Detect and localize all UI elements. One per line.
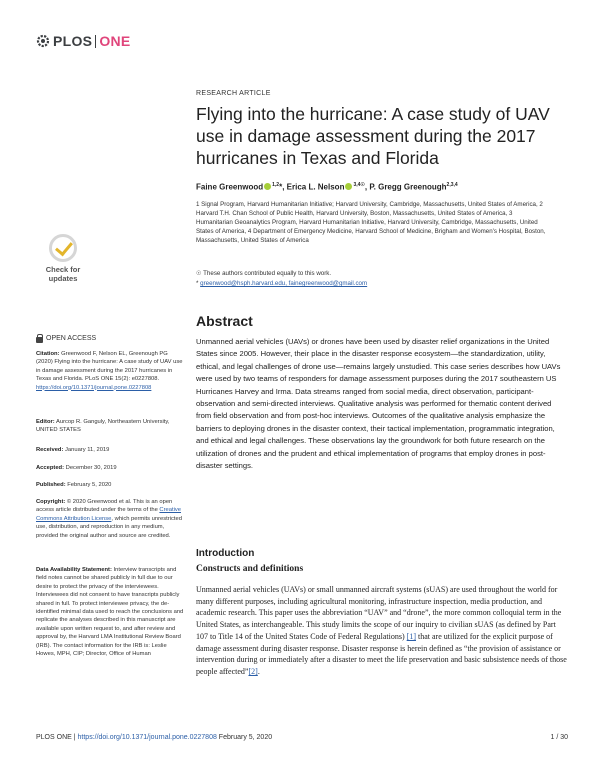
author-affil-sup: 3,4 <box>353 182 361 188</box>
received-date: Received: January 11, 2019 <box>36 447 110 453</box>
author-affil-sup: 1,2 <box>272 182 280 188</box>
equal-contrib-mark: ☉ <box>360 182 365 188</box>
orcid-icon[interactable] <box>264 183 271 190</box>
constructs-subheading: Constructs and definitions <box>196 564 304 574</box>
equal-contribution-note: ☉ These authors contributed equally to this work. <box>196 270 332 277</box>
author-name[interactable]: Erica L. Nelson <box>286 182 345 192</box>
reference-link[interactable]: [1] <box>406 631 416 641</box>
reference-link[interactable]: [2] <box>248 666 258 676</box>
introduction-text <box>196 584 568 678</box>
orcid-icon[interactable] <box>345 183 352 190</box>
open-lock-icon <box>36 334 43 343</box>
data-availability-block: Data Availability Statement: Interview transcripts and field notes cannot be shared publicly in full due to our desire to protect the privacy of the interviewees. Interviewees did not consent to have transcripts publicly shared in full. To protect interviewee privacy, the de-identified minimal data used to reach the conclusions and replicate the analyses described in this manuscript are available upon written request to, and after review and approval by, the Harvard LMA Institutional Review Board (IRB). The contact information for the IRB is: Leslie Howes, MPH, CIP; Director, Office of Human <box>36 567 184 658</box>
footer-doi-link[interactable]: https://doi.org/10.1371/journal.pone.0227808 <box>77 734 217 741</box>
corresponding-mark: * <box>279 182 283 192</box>
editor-block <box>36 418 186 435</box>
citation-text: Greenwood F, Nelson EL, Greenough PG (2020) Flying into the hurricane: A case study of UAV use in damage assessment during the 2017 hurricanes in Texas and Florida. PLoS ONE 15(2): e0227808. <box>36 351 183 383</box>
editor-label: Editor: <box>36 419 55 425</box>
intro-text-part: that are utilized for the explicit purpose of damage assessment during disaster response. Disaster response is herein defined as “the provision of assistance or intervention during or immediately after a disaster to meet the life preservation and basic subsistence needs of those people affected” <box>196 631 567 676</box>
footer-date: February 5, 2020 <box>216 734 273 741</box>
checkmark-icon <box>49 234 77 262</box>
published-date: Published: February 5, 2020 <box>36 482 112 488</box>
email-link[interactable]: greenwood@hsph.harvard.edu, fainegreenwood@gmail.com <box>200 280 368 287</box>
journal-logo[interactable] <box>36 33 131 49</box>
footer-journal: PLOS ONE <box>36 734 72 741</box>
logo-divider <box>95 35 96 48</box>
abstract-heading: Abstract <box>196 313 253 329</box>
affiliations: 1 Signal Program, Harvard Humanitarian Initiative; Harvard University, Cambridge, Massachusetts, United States of America, 2 Harvard T.H. Chan School of Public Health, Harvard University, Boston, Massachusetts, United States of America, 3 Humanitarian Geoanalytics Program, Harvard Humanitarian Initiative, Harvard University, Cambridge, Massachusetts, United States of America, 4 Department of Emergency Medicine, Harvard School of Medicine, Brigham and Women's Hospital, Boston, Massachusetts, United States of America <box>196 201 546 244</box>
page-number: 1 / 30 <box>550 734 568 741</box>
citation-block <box>36 350 186 392</box>
license-link[interactable]: Creative Commons Attribution License <box>36 507 181 522</box>
logo-plos-text: PLOS <box>53 33 93 49</box>
author-list: Faine Greenwood $^{1,2}$*, Erica L. Nelson $^{3,4☉}$, P. Gregg Greenough$^{2,3,4}$ <box>196 182 458 192</box>
intro-text-part: . <box>257 666 260 676</box>
author-name[interactable]: P. Gregg Greenough <box>369 182 447 192</box>
citation-label: Citation: <box>36 351 60 357</box>
copyright-block: Copyright: © 2020 Greenwood et al. This is an open access article distributed under the terms of the Creative Commons Attribution License, which permits unrestricted use, distribution, and reproduction in any medium, provided the original author and source are credited. <box>36 499 182 539</box>
open-access-label: OPEN ACCESS <box>46 335 97 342</box>
open-access-badge <box>36 334 96 343</box>
check-for-updates-button[interactable] <box>36 232 90 286</box>
citation-doi-link[interactable]: https://doi.org/10.1371/journal.pone.0227808 <box>36 384 152 391</box>
abstract-text: Unmanned aerial vehicles (UAVs) or drones have been used by disaster relief organizations in the United States since 2005. However, their place in the disaster response ecosystem—the standardization, utility, ethical, and legal challenges of drone use—remains largely unstudied. This case series describes how UAVs were used by two teams of responders for damage assessment purposes during the 2017 southeastern US Hurricanes Harvey and Irma. Data streams ranged from social media, direct observation, participant-observation and semi-directed interviews. Qualitative analysis was performed for thematic content derived from field observation and from post-hoc interviews. Outcomes of the qualitative analysis emphasize the barriers to deploying drones in the disaster context, their tactical implementation, programmatic integration, and ethical and legal challenges. These observations lay the groundwork for both future research on the utilization of drones and the prudent and ethical implementation of programs that employ drones in post-disaster settings. <box>196 337 561 471</box>
introduction-heading: Introduction <box>196 548 255 559</box>
author-name[interactable]: Faine Greenwood <box>196 182 264 192</box>
plos-gear-icon <box>36 34 50 48</box>
author-affil-sup: 2,3,4 <box>446 182 458 188</box>
logo-one-text: ONE <box>99 33 131 49</box>
corresponding-email <box>196 280 367 287</box>
intro-text-part: Unmanned aerial vehicles (UAVs) or small unmanned aircraft systems (sUAS) are used throughout the world for many different purposes, including agricultural monitoring, infrastructure inspection, media production, and academic research. This paper uses the abbreviation “UAV” and “drone”, the more common colloquial term in the United States, as interchangeable. This study limits the scope of our inquiry to civilian sUAS (as defined by Part 107 to Title 14 of the United States Code of Federal Regulations) <box>196 585 562 641</box>
accepted-date: Accepted: December 30, 2019 <box>36 465 117 471</box>
article-type: RESEARCH ARTICLE <box>196 90 271 97</box>
editor-text: Aurcop R. Ganguly, Northeastern University, UNITED STATES <box>36 419 170 434</box>
page-footer: PLOS ONE | https://doi.org/10.1371/journal.pone.0227808 February 5, 2020 1 / 30 <box>36 734 568 741</box>
check-for-updates-label: Check for updates <box>45 265 81 283</box>
article-title: Flying into the hurricane: A case study of UAV use in damage assessment during the 2017 hurricanes in Texas and Florida <box>196 104 550 168</box>
email-asterisk: * <box>196 280 201 287</box>
